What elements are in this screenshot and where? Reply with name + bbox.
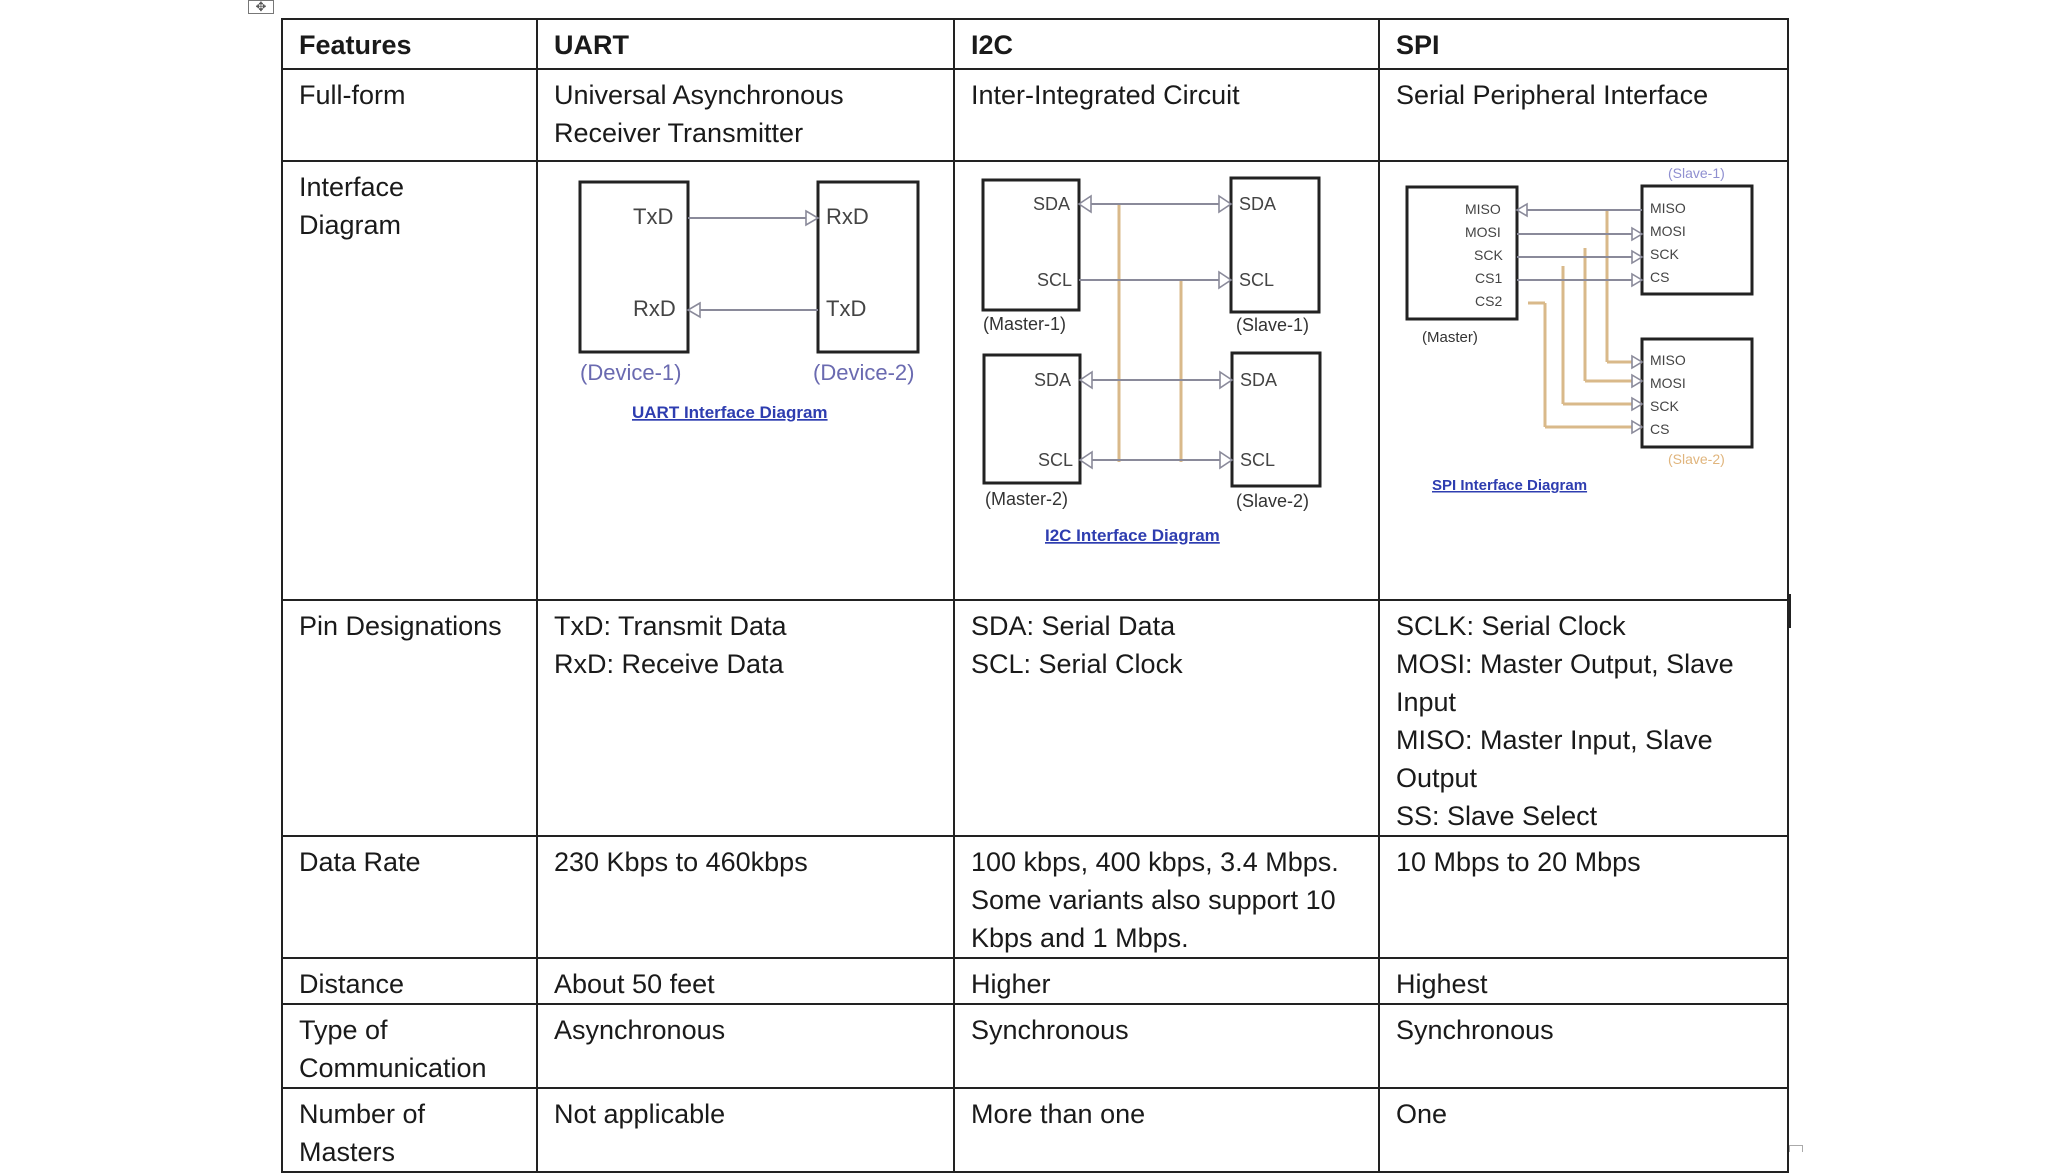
cell-comm-uart[interactable]: Asynchronous — [537, 1004, 954, 1088]
cell-masters-i2c[interactable]: More than one — [954, 1088, 1379, 1172]
row-pin-designations — [282, 600, 1788, 836]
spi-s1-mosi-label: MOSI — [1650, 223, 1686, 239]
i2c-slave-1-label: (Slave-1) — [1236, 315, 1310, 335]
cell-comm-label[interactable] — [282, 1004, 537, 1088]
spi-diagram-caption: SPI Interface Diagram — [1432, 477, 1588, 494]
header-features[interactable]: Features — [282, 19, 537, 69]
header-i2c[interactable]: I2C — [954, 19, 1379, 69]
cell-line: Number of — [299, 1099, 426, 1129]
uart-device-1-label: (Device-1) — [580, 360, 682, 385]
cell-distance-label[interactable]: Distance — [282, 958, 537, 1004]
cell-line: 100 kbps, 400 kbps, 3.4 Mbps. — [971, 847, 1339, 877]
i2c-m1-scl-label: SCL — [1037, 270, 1073, 290]
arrow-right-icon — [1219, 272, 1231, 288]
spi-s2-miso-label: MISO — [1650, 352, 1686, 368]
cell-line: SS: Slave Select — [1396, 801, 1598, 831]
cell-line: SCLK: Serial Clock — [1396, 611, 1626, 641]
cell-rate-i2c[interactable] — [954, 836, 1379, 958]
row-distance — [282, 958, 1788, 1004]
i2c-m1-sda-label: SDA — [1033, 194, 1071, 214]
spi-master-sck-label: SCK — [1474, 247, 1503, 263]
header-spi[interactable]: SPI — [1379, 19, 1788, 69]
table-header-row — [282, 19, 1788, 69]
cell-rate-label[interactable]: Data Rate — [282, 836, 537, 958]
spi-interface-diagram — [1380, 162, 1785, 589]
cell-pins-i2c[interactable] — [954, 600, 1379, 836]
spi-master-cs2-label: CS2 — [1475, 293, 1503, 309]
spi-master-miso-label: MISO — [1465, 201, 1501, 217]
cell-pins-label[interactable]: Pin Designations — [282, 600, 537, 836]
row-data-rate — [282, 836, 1788, 958]
i2c-slave-2-label: (Slave-2) — [1236, 491, 1310, 511]
cell-line: SCL: Serial Clock — [971, 649, 1183, 679]
arrow-right-icon — [1220, 372, 1232, 388]
cell-uart-diagram[interactable] — [537, 161, 954, 600]
arrow-left-icon — [1080, 372, 1092, 388]
cell-full-form-uart[interactable] — [537, 69, 954, 161]
cell-rate-uart[interactable]: 230 Kbps to 460kbps — [537, 836, 954, 958]
spi-slave-2-label: (Slave-2) — [1668, 451, 1725, 467]
cell-comm-spi[interactable]: Synchronous — [1379, 1004, 1788, 1088]
i2c-m2-scl-label: SCL — [1038, 450, 1074, 470]
cell-distance-uart[interactable]: About 50 feet — [537, 958, 954, 1004]
cell-line: Communication — [299, 1053, 487, 1083]
arrow-right-icon — [806, 211, 818, 225]
cell-line: Output — [1396, 763, 1478, 793]
cell-masters-label[interactable] — [282, 1088, 537, 1172]
cell-full-form-label[interactable]: Full-form — [282, 69, 537, 161]
cell-interface-label[interactable] — [282, 161, 537, 600]
header-uart[interactable]: UART — [537, 19, 954, 69]
text-cursor — [1789, 594, 1791, 628]
row-number-of-masters — [282, 1088, 1788, 1172]
i2c-s2-scl-label: SCL — [1240, 450, 1276, 470]
cell-distance-spi[interactable]: Highest — [1379, 958, 1788, 1004]
cell-pins-spi[interactable] — [1379, 600, 1788, 836]
spi-s2-sck-label: SCK — [1650, 398, 1679, 414]
cell-line: MISO: Master Input, Slave — [1396, 725, 1713, 755]
uart-device-2-label: (Device-2) — [813, 360, 915, 385]
cell-pins-uart[interactable] — [537, 600, 954, 836]
uart-diagram-caption: UART Interface Diagram — [632, 403, 828, 422]
spi-master-label: (Master) — [1422, 329, 1478, 346]
i2c-m2-sda-label: SDA — [1034, 370, 1072, 390]
cell-line: SDA: Serial Data — [971, 611, 1176, 641]
cell-line: TxD: Transmit Data — [554, 611, 787, 641]
cell-masters-spi[interactable]: One — [1379, 1088, 1788, 1172]
row-interface-diagram — [282, 161, 1788, 600]
i2c-s1-sda-label: SDA — [1239, 194, 1277, 214]
cell-line: Some variants also support 10 — [971, 885, 1336, 915]
spi-master-mosi-label: MOSI — [1465, 224, 1501, 240]
cell-line: Type of — [299, 1015, 388, 1045]
cell-line: Input — [1396, 687, 1457, 717]
cell-distance-i2c[interactable]: Higher — [954, 958, 1379, 1004]
uart-d2-txd-label: TxD — [826, 296, 867, 321]
spi-s1-miso-label: MISO — [1650, 200, 1686, 216]
cell-masters-uart[interactable]: Not applicable — [537, 1088, 954, 1172]
cell-i2c-diagram[interactable] — [954, 161, 1379, 600]
uart-d1-txd-label: TxD — [633, 204, 674, 229]
cell-line: Kbps and 1 Mbps. — [971, 923, 1189, 953]
cell-line: Interface — [299, 172, 405, 202]
cell-full-form-spi[interactable]: Serial Peripheral Interface — [1379, 69, 1788, 161]
i2c-s1-scl-label: SCL — [1239, 270, 1275, 290]
arrow-right-icon — [1219, 196, 1231, 212]
spi-s2-cs-label: CS — [1650, 421, 1670, 437]
table-resize-handle[interactable] — [1789, 1145, 1803, 1152]
spi-s1-sck-label: SCK — [1650, 246, 1679, 262]
cell-line: MOSI: Master Output, Slave — [1396, 649, 1734, 679]
arrow-left-icon — [1079, 196, 1091, 212]
uart-d1-rxd-label: RxD — [633, 296, 676, 321]
uart-interface-diagram — [538, 162, 951, 589]
spi-s1-cs-label: CS — [1650, 269, 1670, 285]
i2c-master-2-label: (Master-2) — [985, 489, 1069, 509]
cell-comm-i2c[interactable]: Synchronous — [954, 1004, 1379, 1088]
uart-d2-rxd-label: RxD — [826, 204, 869, 229]
cell-rate-spi[interactable]: 10 Mbps to 20 Mbps — [1379, 836, 1788, 958]
cell-line: RxD: Receive Data — [554, 649, 784, 679]
i2c-interface-diagram — [955, 162, 1376, 589]
i2c-s2-sda-label: SDA — [1240, 370, 1278, 390]
spi-slave-1-label: (Slave-1) — [1668, 165, 1725, 181]
comparison-table — [281, 18, 1789, 1173]
spi-s2-mosi-label: MOSI — [1650, 375, 1686, 391]
i2c-diagram-caption: I2C Interface Diagram — [1045, 526, 1220, 545]
cell-spi-diagram[interactable] — [1379, 161, 1788, 600]
cell-line: Receiver Transmitter — [554, 118, 804, 148]
table-move-handle[interactable]: ✥ — [248, 0, 274, 14]
cell-full-form-i2c[interactable]: Inter-Integrated Circuit — [954, 69, 1379, 161]
row-communication-type — [282, 1004, 1788, 1088]
spi-master-cs1-label: CS1 — [1475, 270, 1503, 286]
cell-line: Diagram — [299, 210, 402, 240]
arrow-left-icon — [688, 303, 700, 317]
cell-line: Universal Asynchronous — [554, 80, 844, 110]
row-full-form — [282, 69, 1788, 161]
arrow-right-icon — [1220, 452, 1232, 468]
cell-line: Masters — [299, 1137, 396, 1167]
arrow-left-icon — [1080, 452, 1092, 468]
i2c-master-1-label: (Master-1) — [983, 314, 1067, 334]
